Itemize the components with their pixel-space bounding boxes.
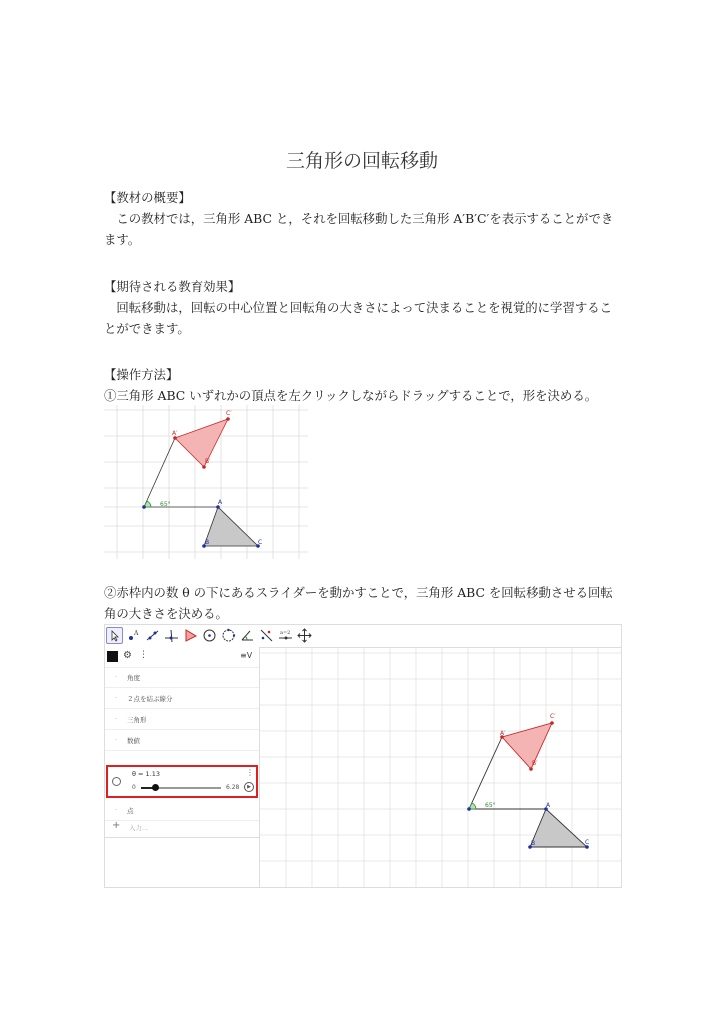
algebra-group-number[interactable]: · 数値 xyxy=(105,730,259,751)
visibility-toggle[interactable] xyxy=(112,777,121,786)
reflect-icon xyxy=(258,627,275,644)
grid xyxy=(260,647,621,887)
angle-label: 65° xyxy=(160,501,171,508)
bullet-icon: · xyxy=(115,716,117,723)
algebra-group-angle[interactable]: · 角度 xyxy=(105,667,259,688)
label-a: A xyxy=(546,802,551,809)
slider-icon xyxy=(277,627,294,644)
point-tool-button[interactable] xyxy=(125,627,142,644)
algebra-group-triangle[interactable]: · 三角形 xyxy=(105,709,259,730)
triangle-abc-rotated xyxy=(175,419,228,467)
label-b1: B′ xyxy=(532,760,538,767)
bullet-icon: · xyxy=(115,674,117,681)
label-c: C xyxy=(585,839,590,846)
polygon-icon xyxy=(182,627,199,644)
point-icon xyxy=(125,627,142,644)
slider-track[interactable] xyxy=(141,787,221,789)
slider-max: 6.28 xyxy=(226,784,240,791)
angle-icon xyxy=(239,627,256,644)
label-c1: C′ xyxy=(226,410,232,417)
label-b: B xyxy=(205,539,210,546)
overview-body: この教材では，三角形 ABC と，それを回転移動した三角形 A′B′C′を表示することができます。 xyxy=(104,211,614,247)
more-vertical-icon[interactable]: ⋮ xyxy=(246,768,254,777)
rotation-figure-1 xyxy=(104,405,308,559)
triangle-abc xyxy=(204,507,258,546)
algebra-group-segment[interactable]: · ２点を結ぶ線分 xyxy=(105,688,259,709)
effect-heading: 【期待される教育効果】 xyxy=(104,279,241,294)
label-a: A xyxy=(218,499,223,506)
angle-label: 65° xyxy=(485,802,496,809)
bullet-icon: · xyxy=(115,807,117,814)
theta-label: θ = 1.13 xyxy=(132,770,161,778)
bullet-icon: · xyxy=(115,737,117,744)
effect-body: 回転移動は，回転の中心位置と回転角の大きさによって決まることを視覚的に学習することができます。 xyxy=(104,300,613,336)
triangle-abc-rotated xyxy=(502,723,552,769)
bullet-icon: · xyxy=(115,695,117,702)
geometry-app xyxy=(104,624,622,888)
overview-heading: 【教材の概要】 xyxy=(104,190,191,205)
perpendicular-tool-button[interactable] xyxy=(163,627,180,644)
slider-tool-button[interactable] xyxy=(277,627,294,644)
more-vertical-icon[interactable]: ⋮ xyxy=(139,650,148,660)
line-tool-button[interactable] xyxy=(144,627,161,644)
move-view-tool-button[interactable] xyxy=(296,627,313,644)
color-swatch[interactable] xyxy=(107,651,118,662)
operation-heading: 【操作方法】 xyxy=(104,367,179,382)
algebra-sort-icon[interactable]: ≡V xyxy=(240,651,253,660)
triangle-abc xyxy=(530,809,590,847)
theta-slider-row xyxy=(106,765,258,798)
segment-center-a1 xyxy=(144,438,175,507)
step-2-text: ②赤枠内の数 θ の下にあるスライダーを動かすことで，三角形 ABC を回転移動させる回転角の大きさを決める。 xyxy=(104,585,613,621)
svg-text:A: A xyxy=(134,630,139,637)
circle-icon xyxy=(201,627,218,644)
graphics-view[interactable] xyxy=(260,647,621,887)
perpendicular-icon xyxy=(163,627,180,644)
step-1-text: ①三角形 ABC いずれかの頂点を左クリックしながらドラッグすることで，形を決める。 xyxy=(104,388,598,403)
segment-center-a1 xyxy=(469,737,502,809)
figure-1 xyxy=(104,405,308,559)
circle-tool-button[interactable] xyxy=(201,627,218,644)
line-icon xyxy=(144,627,161,644)
algebra-group-point[interactable]: · 点 xyxy=(105,800,259,821)
label-b1: B′ xyxy=(205,458,211,465)
pointer-icon xyxy=(107,628,122,643)
slider-knob[interactable] xyxy=(152,784,159,791)
slider-min: 0 xyxy=(132,784,136,791)
label-c: C xyxy=(258,539,263,546)
polygon-tool-button[interactable] xyxy=(182,627,199,644)
move-view-icon xyxy=(296,627,313,644)
label-b: B xyxy=(531,840,536,847)
move-tool-button[interactable] xyxy=(106,627,123,644)
circle-three-points-tool-button[interactable] xyxy=(220,627,237,644)
label-a1: A′ xyxy=(500,730,506,737)
algebra-input[interactable]: 入力... xyxy=(129,824,149,832)
plus-icon[interactable]: + xyxy=(112,820,121,831)
play-icon[interactable]: ▶ xyxy=(244,782,254,792)
rotation-figure-2 xyxy=(260,647,621,887)
svg-text:a=2: a=2 xyxy=(280,630,291,636)
circle-points-icon xyxy=(220,627,237,644)
angle-tool-button[interactable] xyxy=(239,627,256,644)
reflect-tool-button[interactable] xyxy=(258,627,275,644)
label-c1: C′ xyxy=(550,713,556,720)
page-title: 三角形の回転移動 xyxy=(285,150,438,172)
label-a1: A′ xyxy=(172,430,178,437)
algebra-view xyxy=(105,647,260,887)
algebra-header xyxy=(105,647,259,668)
gear-icon[interactable]: ⚙ xyxy=(123,650,132,661)
algebra-input-row[interactable] xyxy=(105,817,259,838)
toolbar xyxy=(105,625,621,648)
